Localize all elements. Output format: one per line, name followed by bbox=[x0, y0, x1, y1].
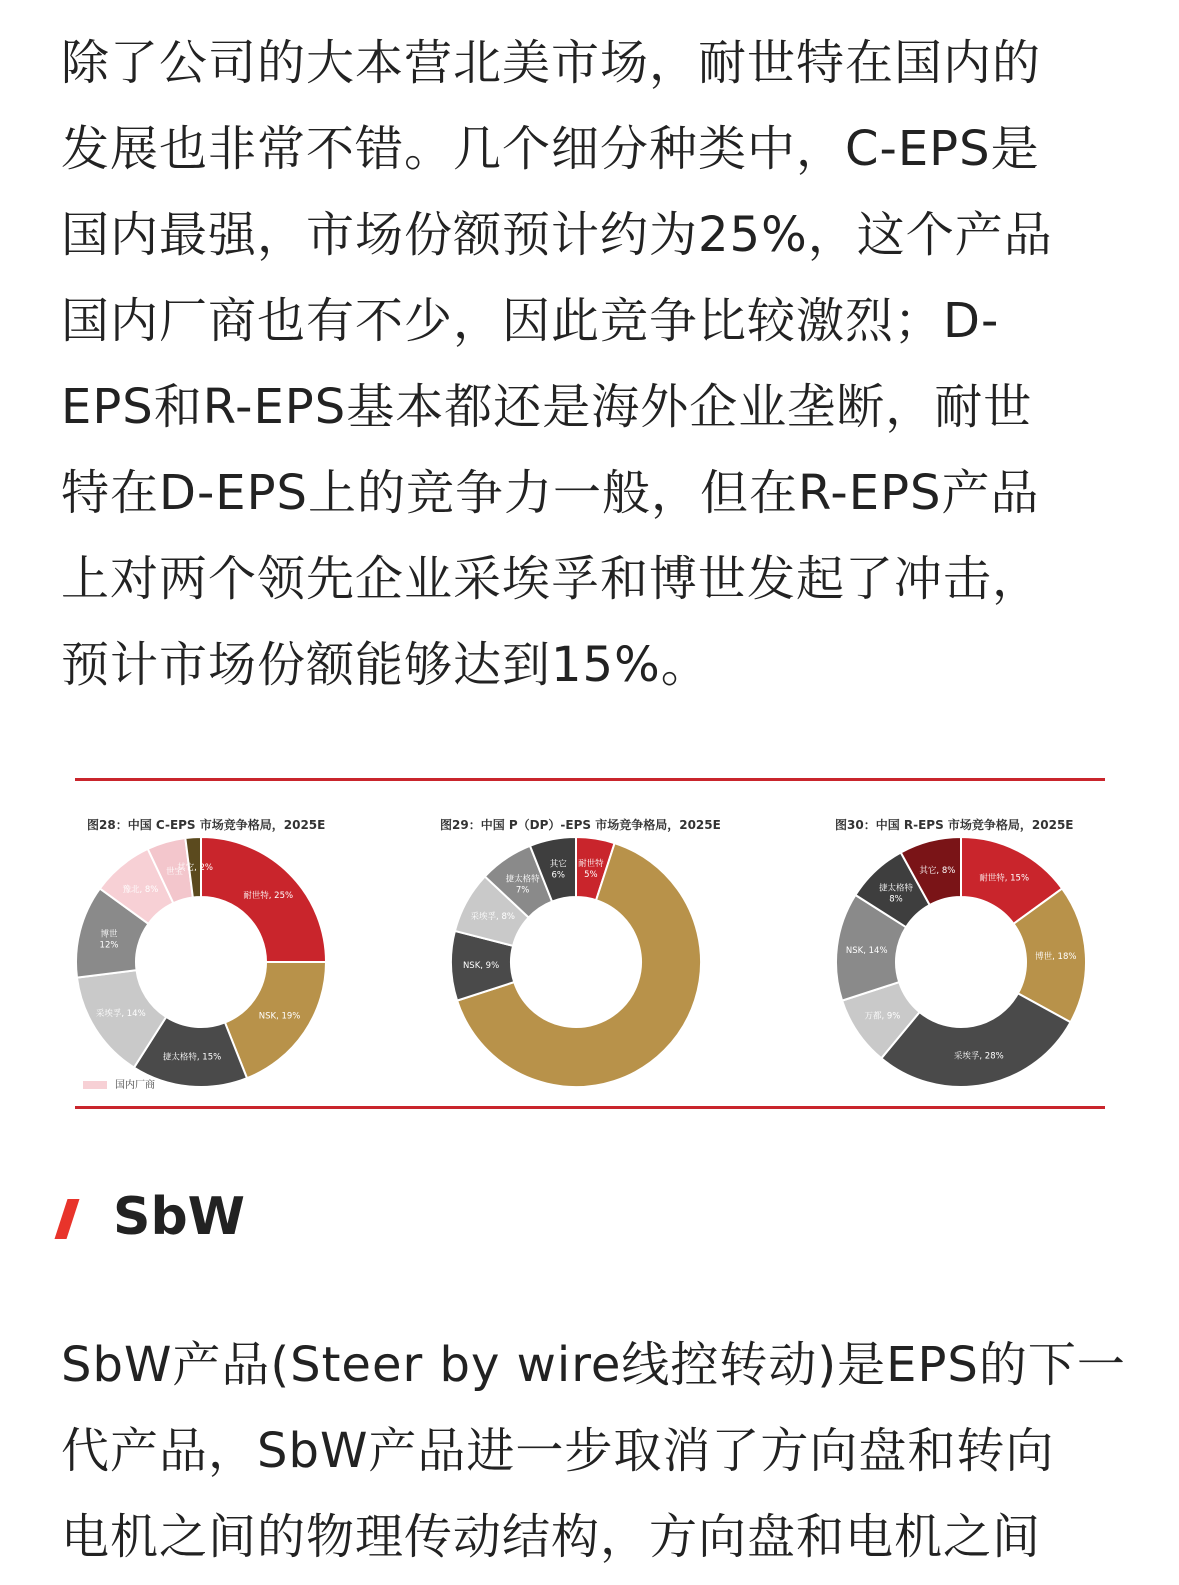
paragraph-2 bbox=[61, 1322, 1126, 1580]
chart-title-p-eps: 图29：中国 P（DP）-EPS 市场竞争格局，2025E bbox=[440, 818, 721, 832]
chart-title-c-eps: 图28：中国 C-EPS 市场竞争格局，2025E bbox=[87, 818, 326, 832]
slice-label: 捷太格特 8% bbox=[878, 883, 913, 905]
text-line: 上对两个领先企业采埃孚和博世发起了冲击， bbox=[61, 551, 1042, 607]
donut-chart-r-eps bbox=[835, 830, 1115, 1100]
slice-label: NSK, 19% bbox=[258, 1011, 301, 1022]
slice-label: 豫北, 8% bbox=[122, 884, 159, 895]
donut-chart-p-eps bbox=[450, 830, 730, 1100]
slice-label: 耐世特 5% bbox=[578, 859, 604, 881]
paragraph-1 bbox=[61, 20, 1121, 708]
text-line: 电机之间的物理传动结构，方向盘和电机之间 bbox=[61, 1509, 1042, 1565]
slice-label: 采埃孚, 28% bbox=[953, 1051, 1004, 1062]
chart-figure bbox=[75, 770, 1105, 1114]
slice-label: 耐世特, 25% bbox=[243, 890, 294, 901]
slice-label: 捷太格特, 15% bbox=[162, 1052, 222, 1063]
text-line: SbW产品(Steer by wire线控转动)是EPS的下一 bbox=[61, 1337, 1126, 1393]
text-line: 发展也非常不错。几个细分种类中，C-EPS是 bbox=[61, 121, 1040, 177]
section-marker-icon bbox=[55, 1199, 80, 1239]
slice-label: 耐世特, 15% bbox=[979, 873, 1030, 884]
text-line: 国内最强，市场份额预计约为25%，这个产品 bbox=[61, 207, 1053, 263]
slice-label: 博世 12% bbox=[99, 929, 119, 951]
slice-label: 世宝 bbox=[165, 866, 184, 877]
slice-label: 捷太格特 7% bbox=[505, 874, 540, 896]
legend-swatch bbox=[83, 1081, 107, 1089]
slice-label: 采埃孚, 8% bbox=[470, 912, 515, 923]
text-line: 特在D-EPS上的竞争力一般，但在R-EPS产品 bbox=[61, 465, 1040, 521]
slice-label: 其它, 8% bbox=[919, 865, 956, 876]
slice-label: 其它, 2% bbox=[177, 863, 213, 874]
slice-label: 其它 6% bbox=[549, 859, 567, 881]
slice-label: NSK, 14% bbox=[845, 946, 888, 957]
text-line: 预计市场份额能够达到15%。 bbox=[61, 637, 710, 693]
figure-bottom-rule bbox=[75, 1106, 1105, 1109]
legend-label: 国内厂商 bbox=[115, 1080, 155, 1091]
slice-label: 万都, 9% bbox=[864, 1011, 901, 1022]
text-line: EPS和R-EPS基本都还是海外企业垄断，耐世 bbox=[61, 379, 1033, 435]
text-line: 代产品，SbW产品进一步取消了方向盘和转向 bbox=[61, 1423, 1055, 1479]
text-line: 国内厂商也有不少，因此竞争比较激烈；D- bbox=[61, 293, 1000, 349]
slice-label: 采埃孚, 14% bbox=[95, 1008, 146, 1019]
slice-label: 博世, 18% bbox=[1035, 952, 1077, 963]
slice-label: NSK, 9% bbox=[462, 960, 500, 971]
donut-chart-c-eps bbox=[75, 830, 355, 1100]
legend-domestic bbox=[83, 1076, 155, 1091]
chart-title-r-eps: 图30：中国 R-EPS 市场竞争格局，2025E bbox=[835, 818, 1074, 832]
text-line: 除了公司的大本营北美市场，耐世特在国内的 bbox=[61, 35, 1042, 91]
figure-top-rule bbox=[75, 778, 1105, 781]
section-title: SbW bbox=[113, 1187, 246, 1247]
